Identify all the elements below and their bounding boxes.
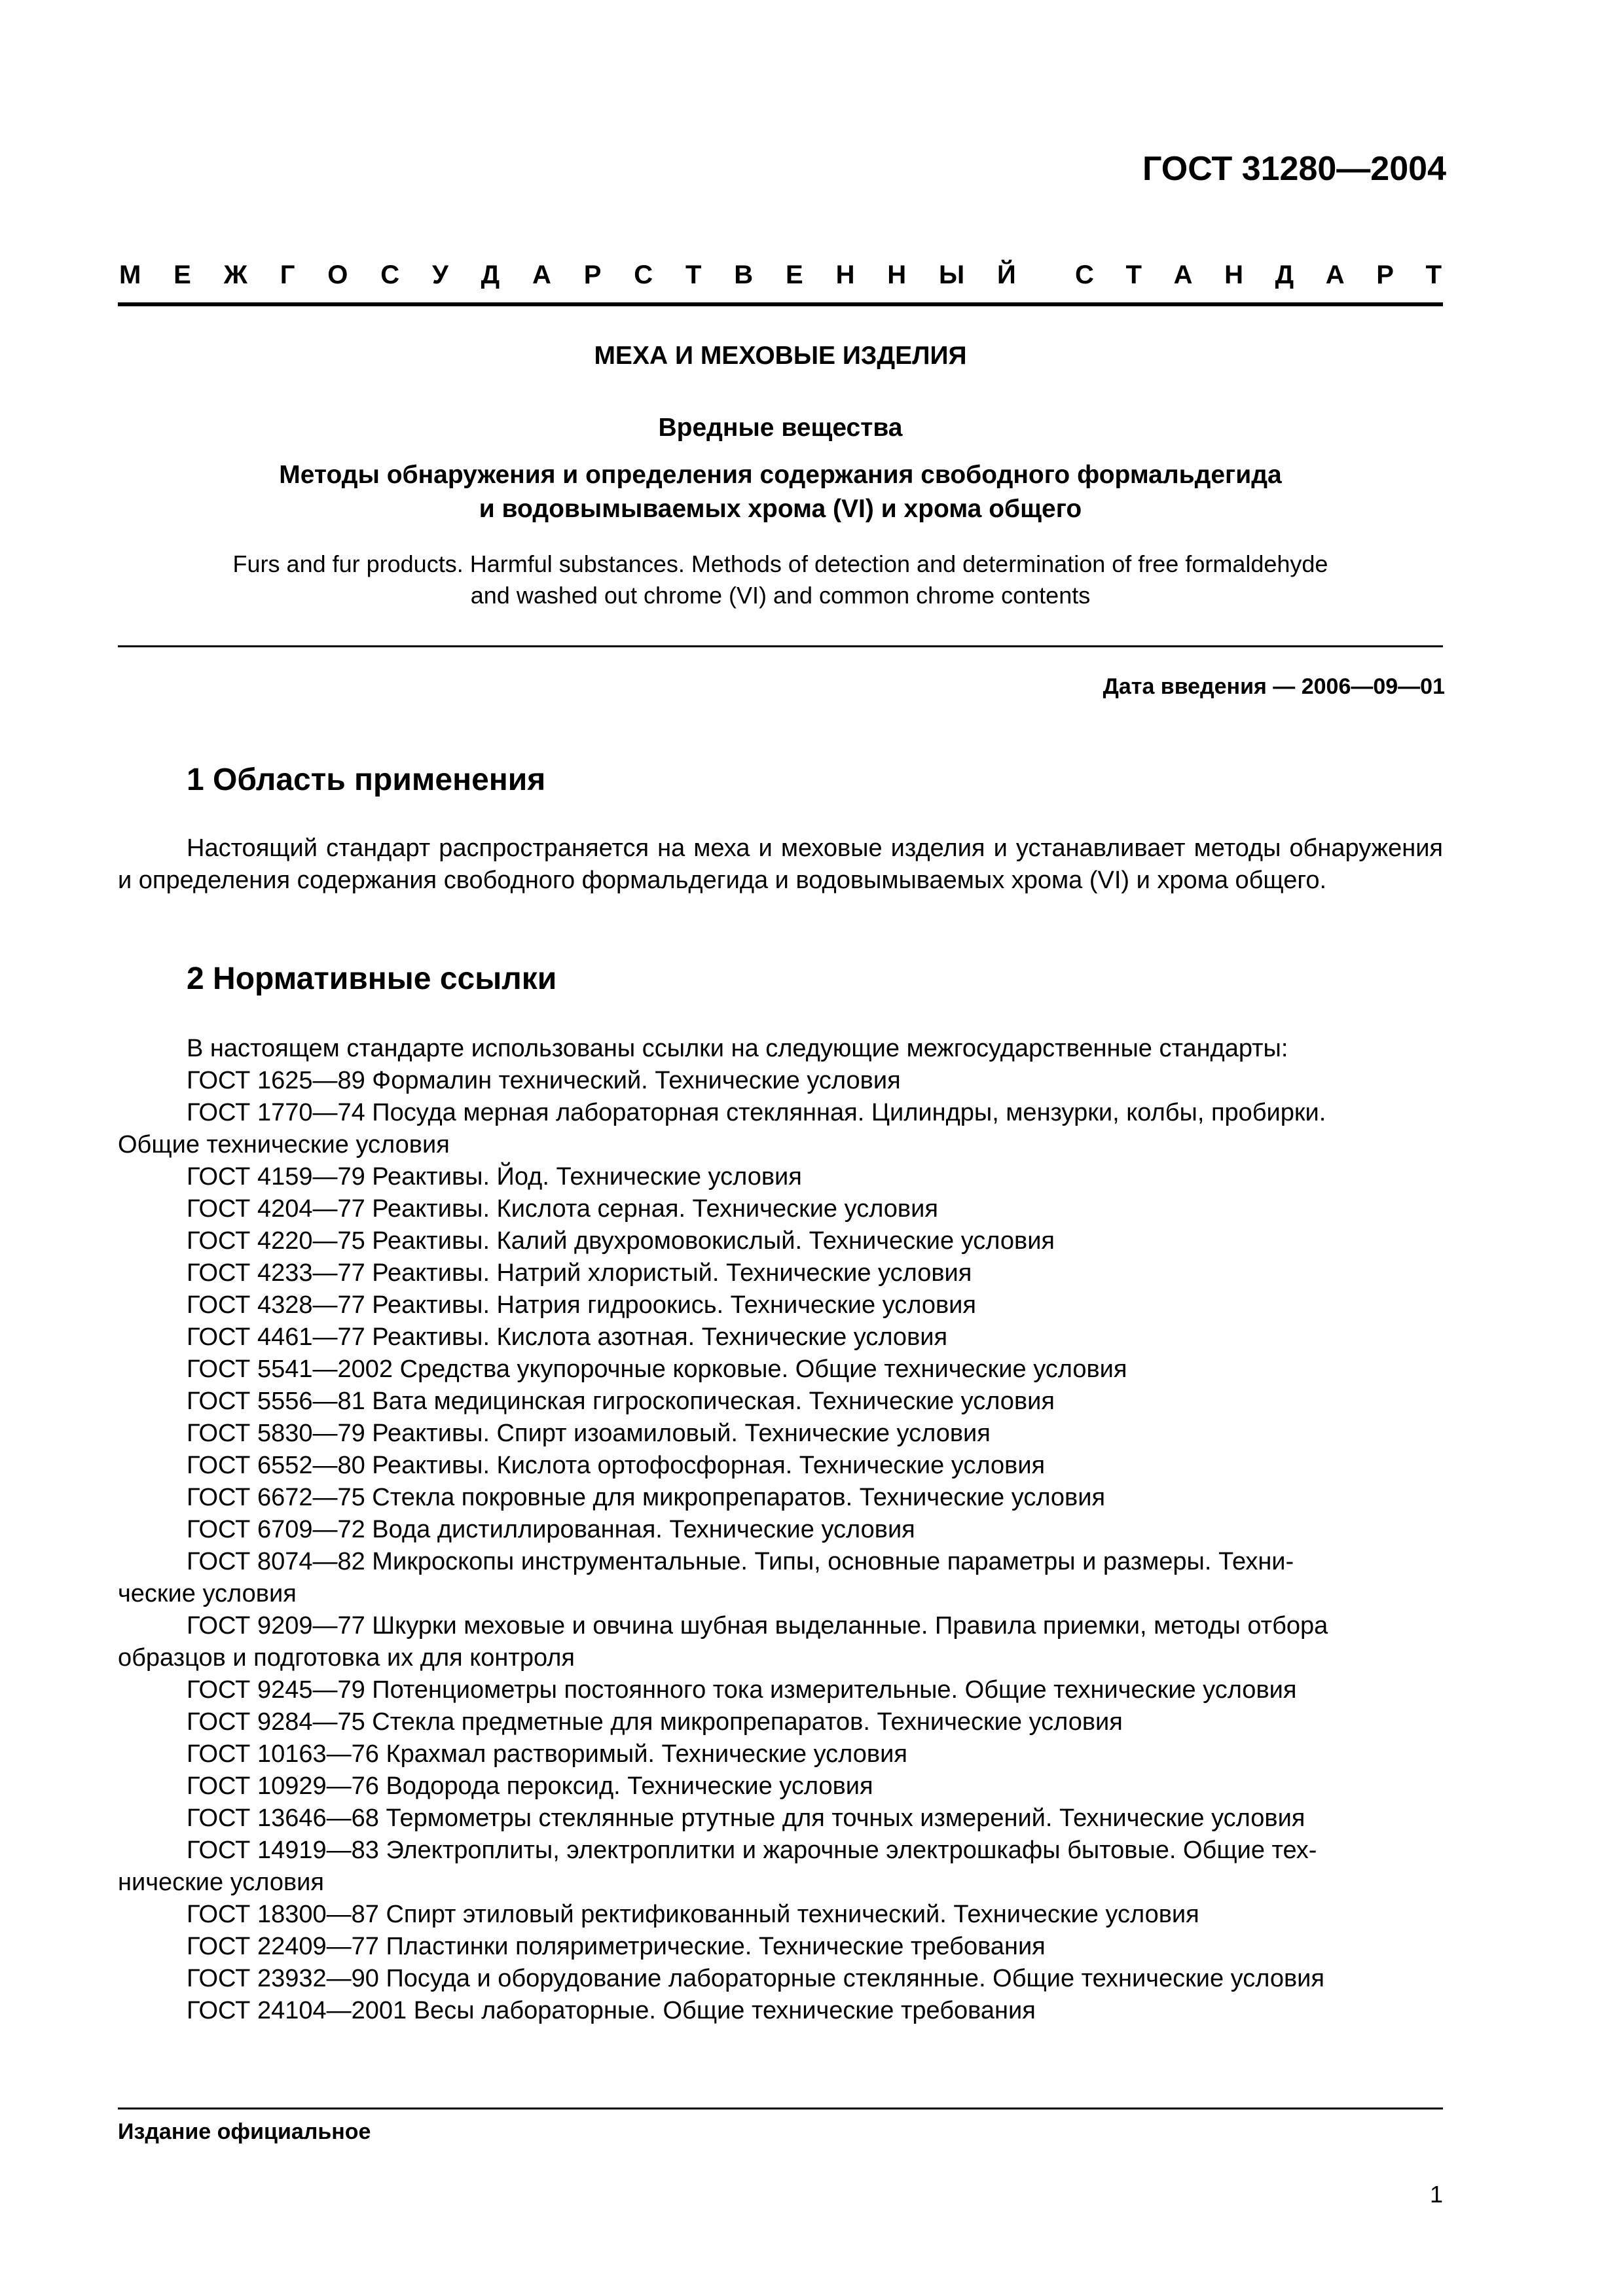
references-intro: В настоящем стандарте использованы ссылки на следующие межгосударственные стандарты: — [187, 1035, 1288, 1062]
heading-letter: Е — [786, 260, 803, 289]
heading-letter: Д — [481, 260, 500, 289]
heading-letter: С — [1075, 260, 1094, 289]
heading-letter: С — [634, 260, 653, 289]
interstate-standard-heading — [119, 260, 1442, 290]
reference-item: ГОСТ 4461—77 Реактивы. Кислота азотная. Технические условия — [187, 1323, 948, 1351]
document-subtitle: Вредные вещества — [658, 414, 903, 442]
reference-item: ГОСТ 22409—77 Пластинки поляриметрические. Технические требования — [187, 1933, 1046, 1960]
heading-letter: Т — [1425, 260, 1442, 289]
reference-item: ГОСТ 13646—68 Термометры стеклянные ртутные для точных измерений. Технические условия — [187, 1804, 1305, 1832]
reference-item: ГОСТ 4159—79 Реактивы. Йод. Технические условия — [187, 1163, 802, 1191]
page-number: 1 — [1429, 2181, 1443, 2208]
reference-item: ГОСТ 9245—79 Потенциометры постоянного тока измерительные. Общие технические условия — [187, 1676, 1297, 1704]
reference-item: ГОСТ 4328—77 Реактивы. Натрия гидроокись. Технические условия — [187, 1291, 976, 1319]
normative-references-list — [118, 1033, 1443, 2027]
heading-letter: Т — [1125, 260, 1142, 289]
heading-letter: А — [532, 260, 551, 289]
heading-letter: Ы — [939, 260, 965, 289]
heading-letter: Д — [1275, 260, 1294, 289]
edition-label: Издание официальное — [118, 2119, 371, 2144]
reference-item: ГОСТ 23932—90 Посуда и оборудование лабораторные стеклянные. Общие технические условия — [187, 1965, 1324, 1992]
heading-letter: У — [431, 260, 448, 289]
standard-word — [1075, 260, 1442, 290]
reference-continuation: ческие условия — [118, 1580, 297, 1607]
reference-item: ГОСТ 4220—75 Реактивы. Калий двухромовокислый. Технические условия — [187, 1227, 1055, 1255]
reference-item: ГОСТ 4204—77 Реактивы. Кислота серная. Технические условия — [187, 1195, 938, 1223]
reference-item: ГОСТ 1770—74 Посуда мерная лабораторная стеклянная. Цилиндры, мензурки, колбы, пробирки. — [187, 1099, 1326, 1126]
heading-letter: Р — [583, 260, 602, 289]
section-1-heading: 1 Область применения — [187, 762, 546, 797]
methods-title-line: и водовымываемых хрома (VI) и хрома общего — [479, 495, 1082, 523]
reference-item: ГОСТ 4233—77 Реактивы. Натрий хлористый. Технические условия — [187, 1259, 972, 1287]
reference-continuation: Общие технические условия — [118, 1131, 450, 1158]
heading-letter: М — [119, 260, 141, 289]
heading-letter: Н — [835, 260, 855, 289]
english-title — [118, 548, 1443, 611]
heading-letter: О — [327, 260, 348, 289]
reference-item: ГОСТ 9284—75 Стекла предметные для микропрепаратов. Технические условия — [187, 1708, 1123, 1736]
interstate-word — [119, 260, 1016, 290]
paragraph: Настоящий стандарт распространяется на меха и меховые изделия и устанавливает методы обнаружения и определения содержания свободного формальдегида и водовымываемых хрома (VI) и хрома общего. — [118, 834, 1443, 894]
reference-item: ГОСТ 9209—77 Шкурки меховые и овчина шубная выделанные. Правила приемки, методы отбора — [187, 1612, 1328, 1640]
english-title-line: Furs and fur products. Harmful substances. Methods of detection and determination of free formaldehyde — [232, 550, 1328, 577]
document-code: ГОСТ 31280—2004 — [1142, 150, 1446, 188]
reference-item: ГОСТ 14919—83 Электроплиты, электроплитки и жарочные электрошкафы бытовые. Общие тех- — [187, 1837, 1317, 1864]
reference-item: ГОСТ 6709—72 Вода дистиллированная. Технические условия — [187, 1516, 915, 1543]
heading-letter: С — [380, 260, 400, 289]
reference-item: ГОСТ 5830—79 Реактивы. Спирт изоамиловый. Технические условия — [187, 1420, 991, 1447]
reference-item: ГОСТ 6552—80 Реактивы. Кислота ортофосфорная. Технические условия — [187, 1452, 1046, 1479]
english-title-line: and washed out chrome (VI) and common chrome contents — [470, 582, 1091, 609]
document-title: МЕХА И МЕХОВЫЕ ИЗДЕЛИЯ — [594, 342, 967, 370]
reference-item: ГОСТ 5556—81 Вата медицинская гигроскопическая. Технические условия — [187, 1388, 1055, 1415]
heading-letter: Н — [887, 260, 907, 289]
section-1-text — [118, 833, 1443, 897]
document-methods-title — [118, 458, 1443, 526]
header-rule — [118, 302, 1443, 306]
heading-letter: Ж — [223, 260, 247, 289]
title-rule — [118, 645, 1443, 647]
reference-item: ГОСТ 8074—82 Микроскопы инструментальные. Типы, основные параметры и размеры. Техни- — [187, 1548, 1294, 1575]
footer-rule — [118, 2108, 1443, 2109]
reference-item: ГОСТ 5541—2002 Средства укупорочные корковые. Общие технические условия — [187, 1355, 1127, 1383]
reference-item: ГОСТ 1625—89 Формалин технический. Технические условия — [187, 1067, 901, 1094]
introduction-date: Дата введения — 2006—09—01 — [1103, 674, 1445, 699]
heading-letter: В — [734, 260, 754, 289]
reference-item: ГОСТ 18300—87 Спирт этиловый ректификованный технический. Технические условия — [187, 1901, 1199, 1928]
methods-title-line: Методы обнаружения и определения содержания свободного формальдегида — [279, 461, 1282, 489]
heading-letter: Й — [997, 260, 1016, 289]
reference-continuation: образцов и подготовка их для контроля — [118, 1644, 575, 1672]
heading-letter: Т — [685, 260, 702, 289]
heading-letter: Г — [280, 260, 295, 289]
heading-letter: Р — [1376, 260, 1394, 289]
reference-continuation: нические условия — [118, 1869, 324, 1896]
section-2-heading: 2 Нормативные ссылки — [187, 961, 557, 996]
reference-item: ГОСТ 24104—2001 Весы лабораторные. Общие технические требования — [187, 1997, 1036, 2024]
reference-item: ГОСТ 10163—76 Крахмал растворимый. Технические условия — [187, 1740, 907, 1768]
heading-letter: Е — [173, 260, 191, 289]
heading-letter: Н — [1224, 260, 1243, 289]
heading-letter: А — [1325, 260, 1345, 289]
reference-item: ГОСТ 6672—75 Стекла покровные для микропрепаратов. Технические условия — [187, 1484, 1106, 1511]
heading-letter: А — [1173, 260, 1193, 289]
reference-item: ГОСТ 10929—76 Водорода пероксид. Технические условия — [187, 1772, 873, 1800]
